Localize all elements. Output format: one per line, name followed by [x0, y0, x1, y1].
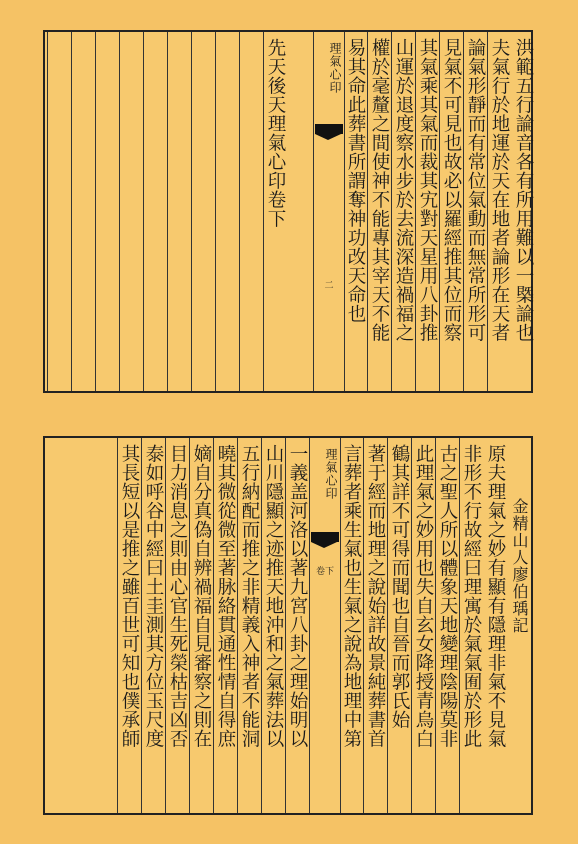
- text-column: 權於毫釐之間使神不能專其宰天不能: [367, 32, 391, 391]
- fold-margin: [309, 438, 341, 813]
- text-column: 目力消息之則由心官生死榮枯吉凶否: [165, 438, 189, 813]
- text-column: 古之聖人所以體象天地變理陰陽莫非: [435, 438, 459, 813]
- author-line: 金精山人廖伯瑀記: [510, 498, 529, 634]
- empty-column: [95, 32, 119, 391]
- text-column: 山運於退度察水步於去流深造禍福之: [391, 32, 415, 391]
- text-column: 著于經而地理之說始詳故景純葬書首: [363, 438, 387, 813]
- text-column: 原夫理氣之妙有顯有隱理非氣不見氣: [485, 444, 506, 748]
- text-column: 鶴其詳不可得而聞也自晉而郭氏始: [387, 438, 411, 813]
- folio-number: 卷下: [315, 567, 334, 577]
- text-column: 一義盖河洛以著九宮八卦之理始明以: [285, 438, 309, 813]
- text-column: 夫氣行於地運於天在地者論形在天者: [487, 32, 511, 391]
- top-page: [43, 30, 533, 393]
- empty-column: [167, 32, 191, 391]
- empty-column: [239, 32, 263, 391]
- text-column: 易其命此葬書所謂奪神功改天命也: [343, 32, 367, 391]
- empty-column: [143, 32, 167, 391]
- text-column: 其氣乘其氣而裁其宄對天星用八卦推: [415, 32, 439, 391]
- fishtail-mark-tail: [315, 134, 341, 140]
- fishtail-mark: [311, 532, 339, 542]
- fishtail-mark-tail: [311, 542, 337, 548]
- empty-column: [47, 32, 71, 391]
- text-column: 山川隱顯之迹推天地沖和之氣葬法以: [261, 438, 285, 813]
- text-column: 曉其微從微至著脉絡貫通性情自得庶: [213, 438, 237, 813]
- text-column: 其長短以是推之雖百世可知也僕承師: [117, 438, 141, 813]
- empty-column: [191, 32, 215, 391]
- text-column: 泰如呼谷中經曰土圭測其方位玉尺度: [141, 438, 165, 813]
- text-column: 見氣不可見也故必以羅經推其位而察: [439, 32, 463, 391]
- empty-column: [119, 32, 143, 391]
- text-column: 論氣形靜而有常位氣動而無常所形可: [463, 32, 487, 391]
- fold-margin: [313, 32, 345, 391]
- fold-title: 理氣心印: [328, 42, 342, 94]
- text-column: 言葬者乘生氣也生氣之說為地理中第: [339, 438, 363, 813]
- text-column: 此理氣之妙用也失自玄女降授青烏白: [411, 438, 435, 813]
- bottom-page: [43, 436, 533, 815]
- text-column: 先天後天理氣心印卷下: [263, 32, 287, 391]
- text-column: 嫡自分真偽自辨禍福自見審察之則在: [189, 438, 213, 813]
- fishtail-mark: [315, 124, 343, 134]
- fold-title: 理氣心印: [324, 448, 338, 500]
- text-column: 非形不行故經曰理寓於氣氣囿於形此: [459, 438, 483, 813]
- empty-column: [71, 32, 95, 391]
- empty-column: [215, 32, 239, 391]
- text-column: 洪範五行論音各有所用難以一槩論也: [513, 38, 534, 342]
- folio-number: 二: [324, 281, 334, 291]
- text-column: 五行納配而推之非精義入神者不能洞: [237, 438, 261, 813]
